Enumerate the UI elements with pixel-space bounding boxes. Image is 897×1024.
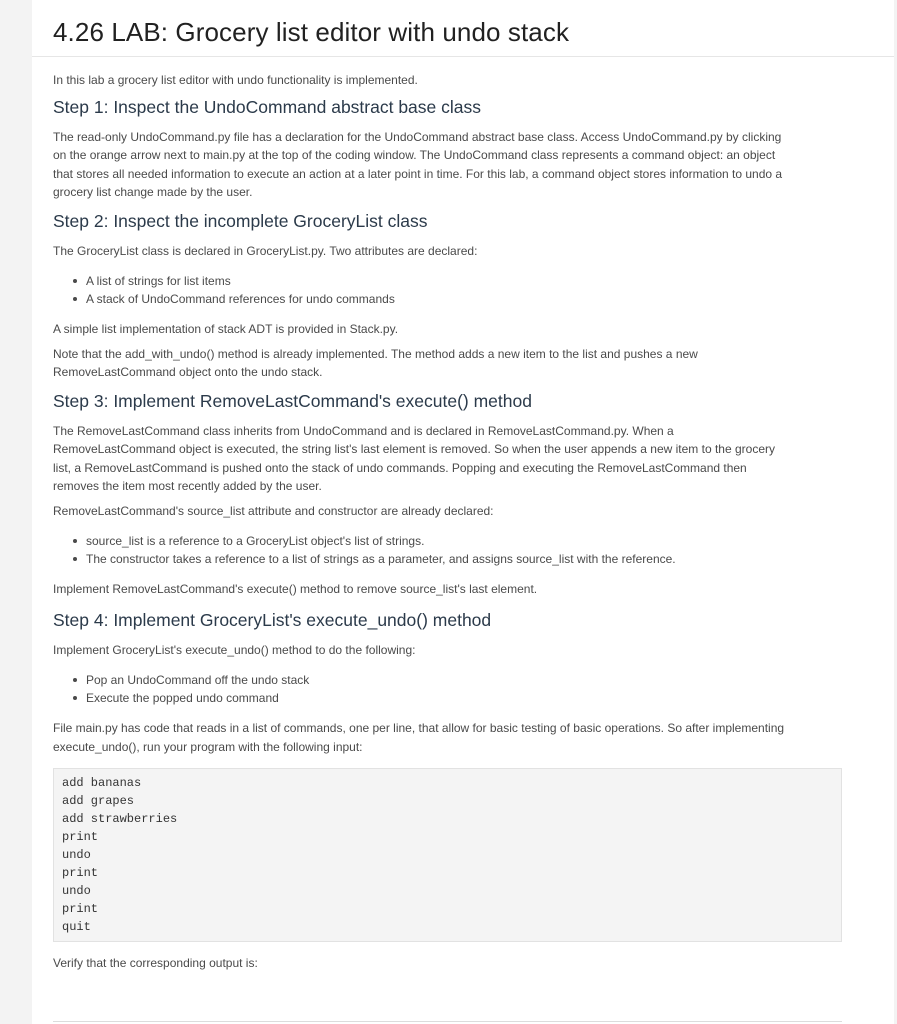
step1-line: that stores all needed information to execute an action at a later point in time. For this lab, a command object stores information to undo a [53,166,783,181]
step3-bullet-list [53,532,874,568]
step3-line: removes the item most recently added by the user. [53,479,322,493]
step4-paragraph-1: Implement GroceryList's execute_undo() method to do the following: [53,642,416,657]
sample-input-code-block [53,768,842,942]
code-line: print [62,830,99,844]
intro-text: In this lab a grocery list editor with undo functionality is implemented. [53,73,418,87]
step1-heading: Step 1: Inspect the UndoCommand abstract base class [53,96,482,117]
code-line: print [62,902,99,916]
step3-line: RemoveLastCommand object is executed, the string list's last element is removed. So when the user appends a new item to the grocery [53,442,775,456]
step3-paragraph-2: RemoveLastCommand's source_list attribute and constructor are already declared: [53,503,494,518]
step2-heading: Step 2: Inspect the incomplete GroceryList class [53,210,428,231]
step3-paragraph-3: Implement RemoveLastCommand's execute() method to remove source_list's last element. [53,582,538,596]
step2-paragraph-1: The GroceryList class is declared in GroceryList.py. Two attributes are declared: [53,243,478,258]
step4-line: execute_undo(), run your program with the following input: [53,739,363,754]
code-line: add bananas [62,776,142,790]
step1-line: The read-only UndoCommand.py file has a declaration for the UndoCommand abstract base class. Access UndoCommand.py by clicking [53,129,782,144]
step2-line: Note that the add_with_undo() method is already implemented. The method adds a new item to the list and pushes a new [53,346,698,361]
output-block-top-border [53,1021,842,1022]
step3-heading: Step 3: Implement RemoveLastCommand's execute() method [53,390,532,411]
code-line: quit [62,920,91,934]
step2-bullet-list [53,272,874,308]
code-line: print [62,866,99,880]
step1-line: grocery list change made by the user. [53,185,253,199]
list-item: Execute the popped undo command [86,689,874,707]
step4-paragraph-3: Verify that the corresponding output is: [53,956,258,970]
step2-paragraph-3 [53,345,874,382]
code-line: undo [62,848,91,862]
code-line: undo [62,884,91,898]
list-item: A list of strings for list items [86,272,874,290]
step1-paragraph [53,128,874,202]
step4-heading: Step 4: Implement GroceryList's execute_undo() method [53,609,492,630]
page-title: 4.26 LAB: Grocery list editor with undo stack [53,17,570,47]
step3-paragraph-1 [53,422,874,496]
step3-line: list, a RemoveLastCommand is pushed onto the stack of undo commands. Popping and executing the RemoveLastCommand then [53,460,747,475]
step4-paragraph-2 [53,719,874,756]
list-item: source_list is a reference to a GroceryList object's list of strings. [86,532,874,550]
step4-bullet-list [53,671,874,707]
step1-line: on the orange arrow next to main.py at the top of the coding window. The UndoCommand class represents a command object: an object [53,148,776,162]
step3-line: The RemoveLastCommand class inherits from UndoCommand and is declared in RemoveLastCommand.py. When a [53,423,674,438]
title-divider [32,56,894,57]
step2-line: RemoveLastCommand object onto the undo stack. [53,365,323,379]
list-item: The constructor takes a reference to a list of strings as a parameter, and assigns source_list with the reference. [86,550,874,568]
lab-content [32,0,894,1024]
code-line: add strawberries [62,812,178,826]
list-item: Pop an UndoCommand off the undo stack [86,671,874,689]
code-line: add grapes [62,794,135,808]
step4-line: File main.py has code that reads in a list of commands, one per line, that allow for basic testing of basic operations. So after implementing [53,721,785,735]
list-item: A stack of UndoCommand references for undo commands [86,290,874,308]
step2-paragraph-2: A simple list implementation of stack ADT is provided in Stack.py. [53,322,399,336]
